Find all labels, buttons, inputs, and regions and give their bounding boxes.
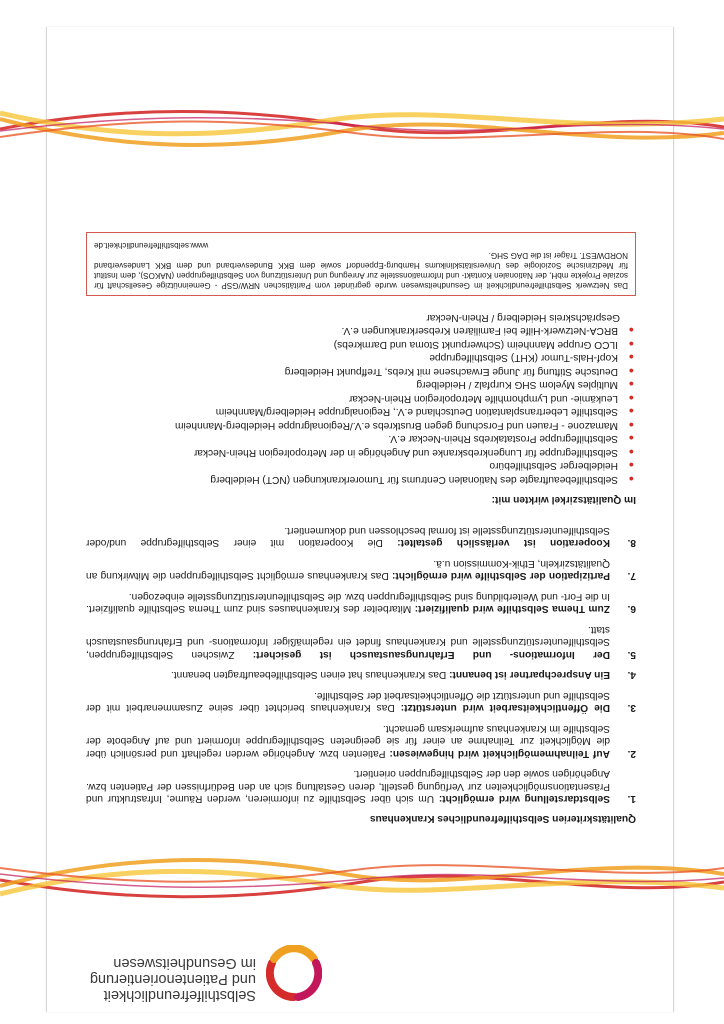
criterion-item <box>86 767 636 805</box>
criterion-description: Zwischen Selbsthilfegruppen, Selbsthilfeunterstützungsstelle und Krankenhaus findet ein regelmäßiger Informations- und Erfahrungsaustausch statt. <box>86 624 610 660</box>
logo-line-1: Selbsthilfefreundlichkeit <box>103 987 256 1003</box>
criteria-list <box>86 524 636 805</box>
criterion-description: Mitarbeiter des Krankenhauses sind zum Thema Selbsthilfe qualifiziert. In die Fort- und Weiterbildung sind Selbsthilfegruppen bzw. die Selbsthilfeunterstützungsstelle einbezogen. <box>86 591 610 615</box>
bullet-icon: ● <box>628 366 634 376</box>
criterion-description: Die Kooperation mit einer Selbsthilfegruppe und/oder Selbsthilfeunterstützungsstelle ist formal beschlossen und dokumentiert. <box>86 525 610 549</box>
criterion-text <box>86 668 610 681</box>
partner-name: Selbsthilfebeauftragte des Nationalen Centrums für Tumorerkrankungen (NCT) Heidelberg <box>210 474 618 485</box>
criterion-text <box>86 524 610 549</box>
criterion-description: Das Krankenhaus ermöglicht Selbsthilfegruppen die Mitwirkung an Qualitätszirkeln, Ethik-Kommission u.ä. <box>86 558 610 582</box>
decorative-wave-top <box>0 842 724 912</box>
partner-name: Leukämie- und Lymphomhilfe Metropolregion Rhein-Neckar <box>348 393 618 404</box>
partner-name: Selbsthilfegruppe Prostatakrebs Rhein-Neckar e.V. <box>388 433 618 445</box>
criterion-description: Patienten bzw. Angehörige werden regelhaft und persönlich über die Möglichkeit zur Teilnahme an einer für sie geeigneten Selbsthilfegruppe informiert und auf Angebote der Selbsthilfe im Krankenhaus aufmerksam gemacht. <box>86 723 610 759</box>
logo-line-3: im Gesundheitswesen <box>113 955 256 971</box>
partner-name: Mamazone - Frauen und Forschung gegen Brustkrebs e.V./Regionalgruppe Heidelberg-Mannheim <box>174 420 618 431</box>
partner-item <box>86 392 636 405</box>
bullet-icon: ● <box>628 325 634 336</box>
criterion-number: 7. <box>627 570 636 582</box>
criterion-title: Zum Thema Selbsthilfe wird qualifiziert: <box>414 603 610 615</box>
partner-item <box>86 338 636 351</box>
criterion-text <box>86 722 610 760</box>
criterion-item <box>86 623 636 661</box>
criterion-number: 2. <box>627 748 636 759</box>
partner-item <box>86 473 636 486</box>
criterion-text <box>86 623 610 661</box>
bullet-icon: ● <box>628 474 634 484</box>
partner-item <box>86 324 636 337</box>
partner-item <box>86 459 636 472</box>
criterion-title: Partizipation der Selbsthilfe wird ermöglicht: <box>392 570 610 582</box>
criterion-title: Auf Teilnahmemöglichkeit wird hingewiesen: <box>389 748 610 759</box>
criterion-number: 1. <box>627 793 636 805</box>
criterion-description: Um sich über Selbsthilfe zu informieren, werden Räume, Infrastruktur und Präsentationsmöglichkeiten zur Verfügung gestellt, deren Gestaltung sich an den Bedürfnissen der Patienten bzw. Angehörigen sowie den der Selbsthilfegruppen orientiert. <box>86 768 610 805</box>
criterion-number: 4. <box>627 669 636 681</box>
criterion-number: 6. <box>627 603 636 615</box>
partner-item <box>86 446 636 459</box>
partner-item <box>86 351 636 364</box>
criterion-number: 8. <box>627 537 636 549</box>
criterion-number: 3. <box>627 702 636 714</box>
footer-text: Das Netzwerk Selbsthilfefreundlichkeit im Gesundheitswesen wurde gegründet vom Paritätischen NRW/GSP - Gemeinnützige Gesellschaft für soziale Projekte mbH, der Nationalen Kontakt- und Informationsstelle zur Anregung und Unterstützung von Selbsthilfegruppen (NAKOS), dem Institut für Medizinische Soziologie des Universitätsklinikums Hamburg-Eppendorf sowie dem BKK Bundesverband und dem BKK Landesverband NORDWEST. Träger ist die DAG SHG. <box>94 250 628 291</box>
criterion-title: Selbstdarstellung wird ermöglicht: <box>438 793 610 805</box>
criterion-title: Die Öffentlichkeitsarbeit wird unterstützt: <box>400 702 610 714</box>
criterion-text <box>86 767 610 805</box>
partner-item <box>86 365 636 378</box>
bullet-icon: ● <box>628 339 634 349</box>
criterion-text <box>86 689 610 714</box>
footer-info-box <box>86 232 636 296</box>
criterion-item <box>86 524 636 549</box>
page-title: Qualitätskriterien Selbsthilfefreundliches Krankenhaus <box>369 813 636 824</box>
partner-name: BRCA-Netzwerk-Hilfe bei Familiären Krebserkrankungen e.V. <box>341 325 618 337</box>
bullet-icon: ● <box>628 352 634 363</box>
partners-list <box>86 311 636 486</box>
criterion-item <box>86 689 636 714</box>
partners-heading: Im Qualitätszirkel wirkten mit: <box>491 494 636 506</box>
partner-item <box>86 419 636 432</box>
partner-name: Multiples Myelom SHG Kurpfalz / Heidelberg <box>416 379 618 391</box>
organization-logo <box>52 929 322 1009</box>
criterion-title: Ein Ansprechpartner ist benannt: <box>449 669 610 681</box>
partner-name: Selbsthilfe Lebertransplantation Deutschland e.V., Regionalgruppe Heidelberg/Mannheim <box>215 406 618 418</box>
partner-item <box>86 311 636 324</box>
partner-name: Heidelberger Selbsthilfebüro <box>489 460 618 472</box>
criterion-title: Der Informations- und Erfahrungsaustausch ist gesichert: <box>252 649 610 660</box>
bullet-icon: ● <box>628 393 634 403</box>
criterion-description: Das Krankenhaus berichtet über seine Zusammenarbeit mit der Selbsthilfe und unterstützt die Öffentlichkeitsarbeit der Selbsthilfe. <box>86 690 610 714</box>
criterion-title: Kooperation ist verlässlich gestaltet: <box>397 537 610 549</box>
criterion-number: 5. <box>627 649 636 660</box>
circle-triangle-logo-icon <box>266 945 322 1001</box>
bullet-icon: ● <box>628 406 634 417</box>
criterion-text <box>86 557 610 582</box>
criterion-item <box>86 590 636 615</box>
footer-url: www.selbsthilfefreundlichkeit.de <box>94 240 209 250</box>
partner-name: ILCO Gruppe Mannheim (Schwerpunkt Stoma und Darmkrebs) <box>333 339 618 350</box>
partner-name: Selbsthilfegruppe für Lungenkrebskranke und Angehörige in der Metropolregion Rhein-Neckar <box>193 447 618 458</box>
logo-line-2: und Patientenorientierung <box>89 971 256 987</box>
bullet-icon: ● <box>628 447 634 457</box>
bullet-icon: ● <box>628 420 634 430</box>
criterion-text <box>86 590 610 615</box>
criterion-description: Das Krankenhaus hat einen Selbsthilfebeauftragten benannt. <box>170 669 450 681</box>
bullet-icon: ● <box>628 460 634 471</box>
partner-item <box>86 378 636 391</box>
criterion-item <box>86 557 636 582</box>
bullet-icon: ● <box>628 433 634 444</box>
bullet-icon: ● <box>628 379 634 390</box>
criterion-item <box>86 722 636 760</box>
partner-item <box>86 432 636 445</box>
partner-item <box>86 405 636 418</box>
partner-name: Gesprächskreis Heidelberg / Rhein-Neckar <box>426 312 620 323</box>
criterion-item <box>86 668 636 681</box>
main-content <box>86 232 636 824</box>
decorative-wave-bottom <box>0 89 724 159</box>
partner-name: Kopf-Hals-Tumor (KHT) Selbsthilfegruppe <box>429 352 618 364</box>
partner-name: Deutsche Stiftung für Junge Erwachsene mit Krebs, Treffpunkt Heidelberg <box>284 366 618 377</box>
